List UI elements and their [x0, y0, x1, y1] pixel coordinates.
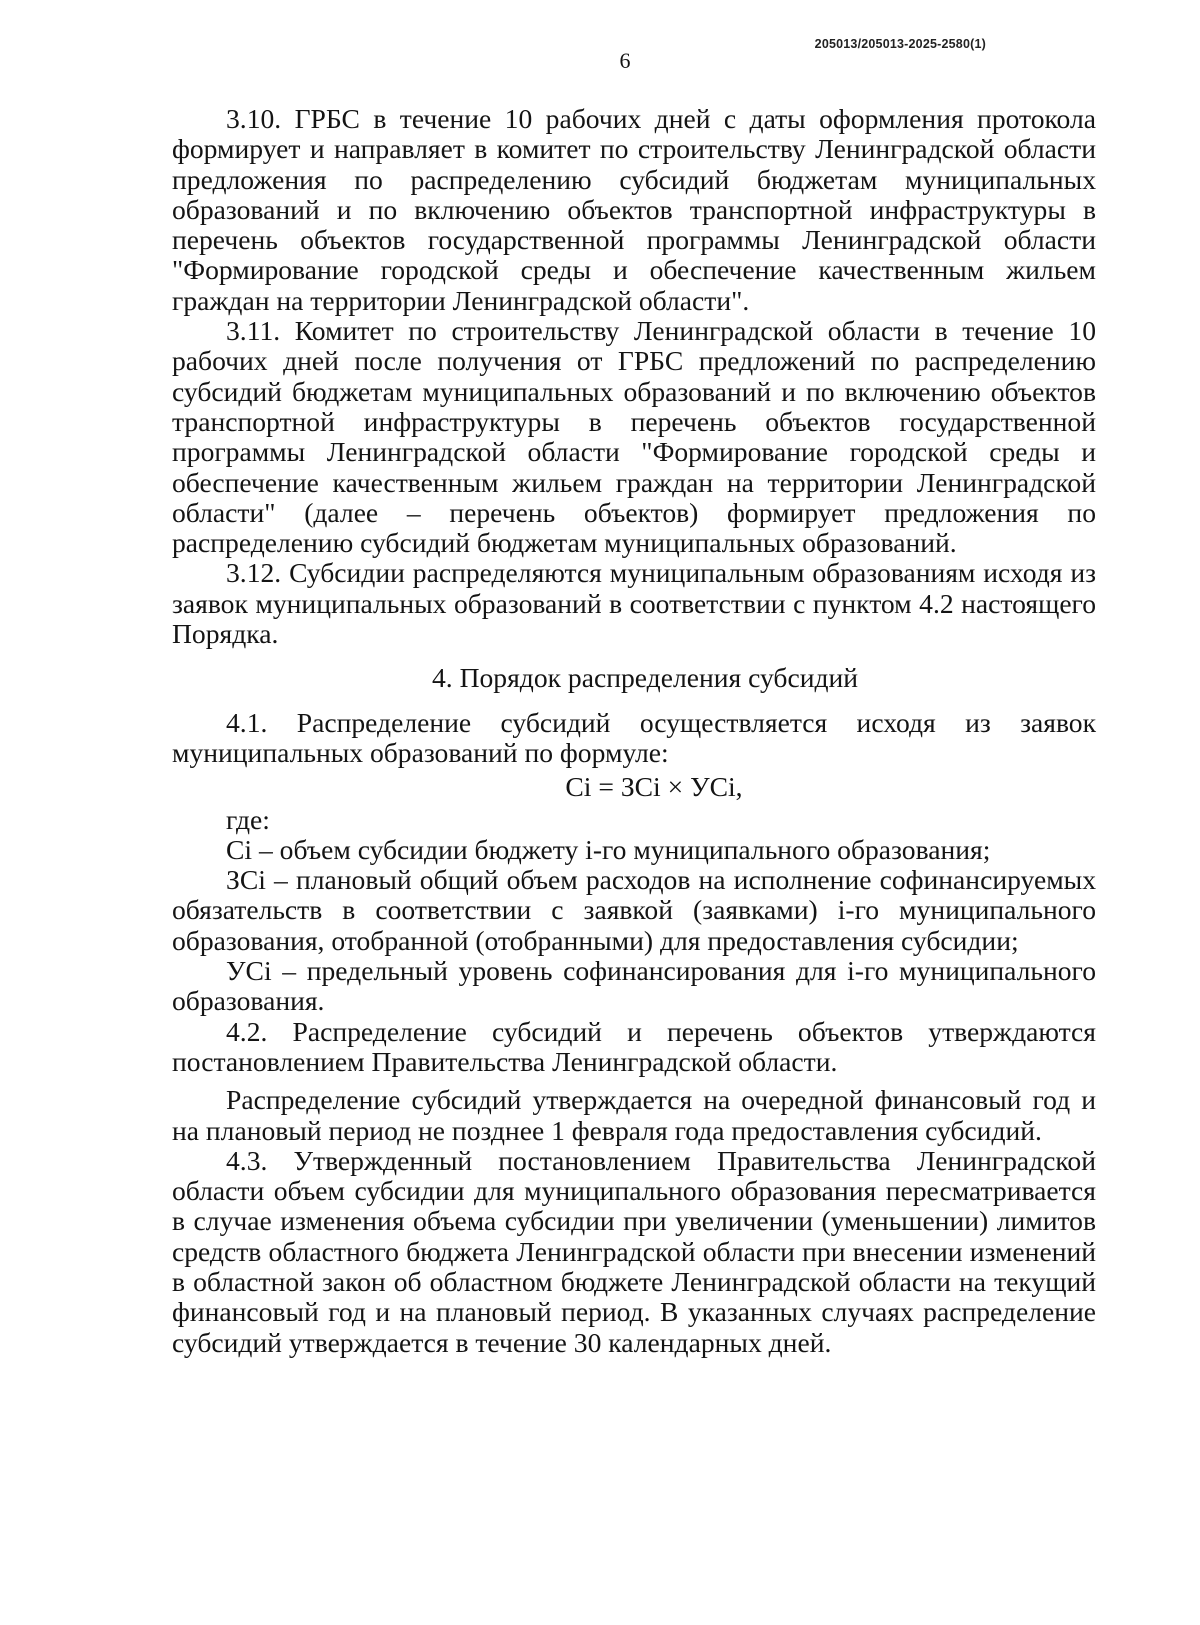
formula: Ci = ЗCi × УCi,	[565, 771, 743, 803]
where-label: где:	[226, 803, 270, 835]
paragraph-4-3: 4.3. Утвержденный постановлением Правительства Ленинградской области объем субсидии для муниципального образования пересматривается в случае изменения объема субсидии при увеличении (уменьшении) лимитов средств областного бюджета Ленинградской области при внесении изменений в областной закон об областном бюджете Ленинградской области на текущий финансовый год и на плановый период. В указанных случаях распределение субсидий утверждается в течение 30 календарных дней.	[172, 1144, 1096, 1358]
paragraph-3-10: 3.10. ГРБС в течение 10 рабочих дней с даты оформления протокола формирует и направляет в комитет по строительству Ленинградской области предложения по распределению субсидий бюджетам муниципальных образований и по включению объектов транспортной инфраструктуры в перечень объектов государственной программы Ленинградской области "Формирование городской среды и обеспечение качественным жильем граждан на территории Ленинградской области".	[172, 103, 1096, 316]
document-body	[172, 104, 1096, 1358]
definition-zci: ЗCi – плановый общий объем расходов на исполнение софинансируемых обязательств в соответствии с заявкой (заявками) i-го муниципального образования, отобранной (отобранными) для предоставления субсидии;	[172, 864, 1096, 956]
document-id: 205013/205013-2025-2580(1)	[814, 37, 986, 51]
paragraph-3-12: 3.12. Субсидии распределяются муниципальным образованиям исходя из заявок муниципальных образований в соответствии с пунктом 4.2 настоящего Порядка.	[172, 557, 1096, 650]
definition-uci: УCi – предельный уровень софинансирования для i-го муниципального образования.	[172, 955, 1096, 1017]
page-number: 6	[619, 48, 631, 73]
paragraph-3-11: 3.11. Комитет по строительству Ленинградской области в течение 10 рабочих дней после получения от ГРБС предложений по распределению субсидий бюджетам муниципальных образований и по включению объектов транспортной инфраструктуры в перечень объектов государственной программы Ленинградской области "Формирование городской среды и обеспечение качественным жильем граждан на территории Ленинградской области" (далее – перечень объектов) формирует предложения по распределению субсидий бюджетам муниципальных образований.	[172, 315, 1096, 559]
paragraph-4-2: 4.2. Распределение субсидий и перечень объектов утверждаются постановлением Правительства Ленинградской области.	[172, 1015, 1096, 1077]
paragraph-4-1: 4.1. Распределение субсидий осуществляется исходя из заявок муниципальных образований по формуле:	[172, 706, 1096, 768]
paragraph-4-2-approval: Распределение субсидий утверждается на очередной финансовый год и на плановый период не позднее 1 февраля года предоставления субсидий.	[172, 1084, 1096, 1146]
section-4-heading: 4. Порядок распределения субсидий	[431, 662, 859, 694]
definition-ci: Ci – объем субсидии бюджету i-го муниципального образования;	[226, 833, 991, 865]
